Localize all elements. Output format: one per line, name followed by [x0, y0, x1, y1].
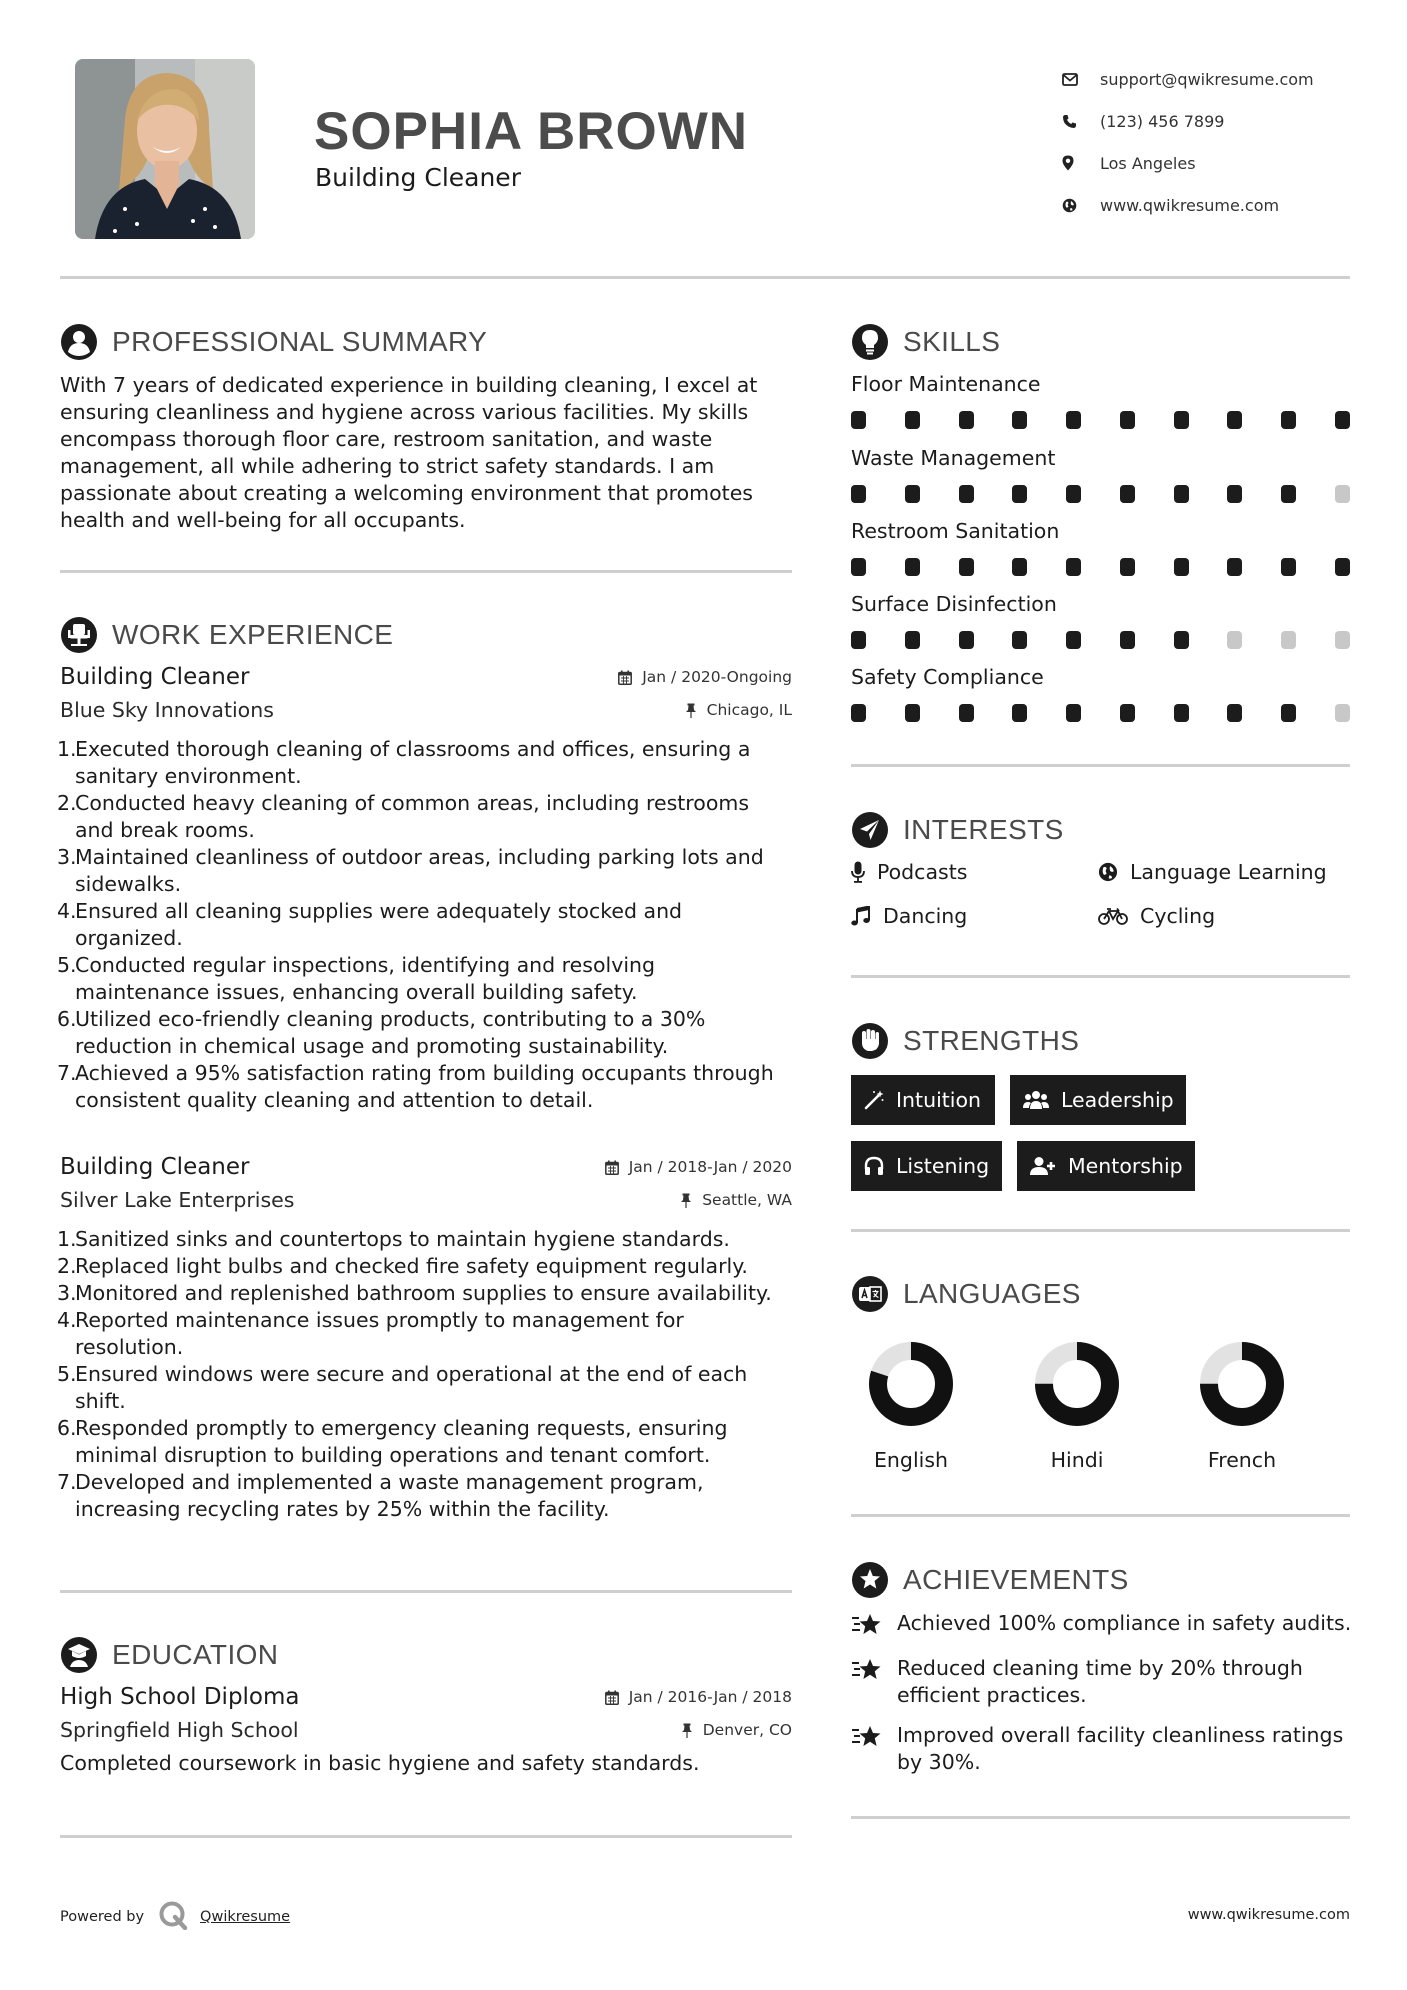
achievement-item — [851, 1722, 1361, 1776]
job-dates-text: Jan / 2018-Jan / 2020 — [628, 1158, 792, 1176]
skill-item — [851, 519, 1350, 576]
skill-rating-dot — [1174, 411, 1189, 429]
strength-label: Leadership — [1061, 1088, 1174, 1112]
translate-icon — [851, 1275, 889, 1313]
skill-rating-dot — [1281, 411, 1296, 429]
skill-rating-dot — [851, 485, 866, 503]
pushpin-icon — [685, 703, 697, 718]
calendar-icon — [618, 670, 632, 685]
footer-website-link[interactable]: www.qwikresume.com — [1187, 1907, 1350, 1923]
skill-rating-dot — [959, 704, 974, 722]
list-item: 7. Achieved a 95% satisfaction rating from building occupants through consistent quality cleaning and attention to detail. — [57, 1061, 774, 1112]
skill-rating — [851, 411, 1350, 429]
skill-name: Waste Management — [851, 446, 1056, 470]
skill-name: Surface Disinfection — [851, 592, 1057, 616]
interest-label: Cycling — [1140, 904, 1216, 928]
skills-heading — [851, 323, 1000, 361]
skill-rating — [851, 558, 1350, 576]
footer-branding — [60, 1900, 290, 1934]
strength-badge — [851, 1075, 995, 1125]
skill-rating-dot — [905, 485, 920, 503]
skill-rating-dot — [905, 631, 920, 649]
strengths-title: STRENGTHS — [903, 1025, 1080, 1056]
skill-rating-dot — [1066, 558, 1081, 576]
contact-email-text: support@qwikresume.com — [1100, 69, 1314, 89]
skill-rating-dot — [851, 558, 866, 576]
language-proficiency-ring — [867, 1340, 955, 1428]
interest-item — [851, 860, 967, 884]
language-proficiency-ring — [1198, 1340, 1286, 1428]
job-title: Building Cleaner — [60, 664, 250, 690]
education-entry — [60, 1684, 792, 1777]
experience-title: WORK EXPERIENCE — [112, 619, 394, 650]
contact-email[interactable] — [1062, 58, 1314, 100]
experience-divider — [60, 1590, 792, 1593]
skill-rating-dot — [905, 411, 920, 429]
contact-list — [1062, 58, 1314, 226]
interests-heading — [851, 811, 1064, 849]
globe-icon — [1062, 198, 1100, 213]
skill-rating-dot — [1066, 704, 1081, 722]
interest-label: Podcasts — [877, 860, 968, 884]
brand-link[interactable]: Qwikresume — [200, 1909, 291, 1925]
achievement-text: Improved overall facility cleanliness ratings by 30%. — [897, 1723, 1344, 1774]
candidate-title: Building Cleaner — [315, 163, 521, 192]
job-entry-2 — [57, 1154, 792, 1523]
skill-rating-dot — [851, 631, 866, 649]
skill-rating-dot — [1012, 411, 1027, 429]
skill-rating — [851, 704, 1350, 722]
list-item: 5. Conducted regular inspections, identifying and resolving maintenance issues, enhancing overall building safety. — [57, 953, 656, 1004]
skill-rating-dot — [1335, 411, 1350, 429]
map-pin-icon — [1062, 155, 1100, 171]
achievements-heading — [851, 1561, 1129, 1599]
pushpin-icon — [681, 1723, 693, 1738]
paper-plane-icon — [851, 811, 889, 849]
skill-rating-dot — [851, 704, 866, 722]
interest-item — [851, 904, 967, 928]
education-location-text: Denver, CO — [702, 1721, 792, 1739]
list-item: 4. Reported maintenance issues promptly to management for resolution. — [57, 1308, 684, 1359]
user-plus-icon — [1030, 1156, 1056, 1176]
skill-rating-dot — [1227, 485, 1242, 503]
skill-rating-dot — [959, 485, 974, 503]
languages-title: LANGUAGES — [903, 1278, 1081, 1309]
contact-website[interactable] — [1062, 184, 1314, 226]
languages-heading — [851, 1275, 1081, 1313]
language-name: French — [1207, 1448, 1277, 1472]
job-dates-text: Jan / 2020-Ongoing — [642, 668, 792, 686]
strength-badge — [1010, 1075, 1186, 1125]
job-location — [680, 1191, 792, 1209]
list-item: 7. Developed and implemented a waste management program, increasing recycling rates by 25% within the facility. — [57, 1470, 704, 1521]
skill-rating-dot — [1066, 631, 1081, 649]
achievement-text: Achieved 100% compliance in safety audits. — [897, 1611, 1352, 1635]
skill-rating-dot — [1227, 631, 1242, 649]
list-item: 1. Executed thorough cleaning of classrooms and offices, ensuring a sanitary environment. — [57, 737, 751, 788]
skill-rating-dot — [1174, 558, 1189, 576]
job-dates — [618, 668, 792, 686]
skill-name: Safety Compliance — [851, 665, 1044, 689]
contact-location-text: Los Angeles — [1100, 153, 1196, 173]
education-description: Completed coursework in basic hygiene and safety standards. — [60, 1751, 700, 1775]
skill-rating-dot — [1012, 558, 1027, 576]
job-company: Blue Sky Innovations — [60, 698, 274, 722]
contact-location — [1062, 142, 1314, 184]
education-heading — [60, 1636, 278, 1674]
skill-rating-dot — [959, 411, 974, 429]
contact-phone-text: (123) 456 7899 — [1100, 111, 1225, 131]
strength-label: Listening — [896, 1154, 990, 1178]
skill-item — [851, 665, 1350, 722]
skill-rating-dot — [1335, 704, 1350, 722]
skill-rating-dot — [905, 704, 920, 722]
list-item: 6. Responded promptly to emergency cleaning requests, ensuring minimal disruption to building operations and tenant comfort. — [57, 1416, 728, 1467]
interest-label: Language Learning — [1130, 860, 1327, 884]
skill-rating-dot — [1066, 485, 1081, 503]
skill-item — [851, 372, 1350, 429]
job-location — [685, 701, 792, 719]
skill-rating-dot — [1174, 704, 1189, 722]
experience-heading — [60, 616, 393, 654]
strength-badge — [851, 1141, 1002, 1191]
job-duties-list — [57, 1226, 792, 1523]
shooting-star-icon — [851, 1610, 897, 1642]
achievement-item — [851, 1655, 1361, 1709]
list-item: 1. Sanitized sinks and countertops to maintain hygiene standards. — [57, 1227, 730, 1251]
skill-rating — [851, 631, 1350, 649]
education-location — [681, 1721, 792, 1739]
skill-rating-dot — [1281, 631, 1296, 649]
languages-divider — [851, 1514, 1350, 1517]
skill-rating-dot — [1281, 485, 1296, 503]
job-company: Silver Lake Enterprises — [60, 1188, 295, 1212]
list-item: 4. Ensured all cleaning supplies were adequately stocked and organized. — [57, 899, 683, 950]
skill-rating-dot — [905, 558, 920, 576]
language-name: English — [873, 1448, 949, 1472]
achievements-title: ACHIEVEMENTS — [903, 1564, 1129, 1595]
strengths-divider — [851, 1229, 1350, 1232]
interests-title: INTERESTS — [903, 814, 1064, 845]
skill-rating-dot — [1012, 631, 1027, 649]
skill-rating-dot — [1281, 704, 1296, 722]
list-item: 5. Ensured windows were secure and operational at the end of each shift. — [57, 1362, 748, 1413]
candidate-name: SOPHIA BROWN — [314, 102, 749, 161]
skill-rating-dot — [1227, 558, 1242, 576]
skill-rating-dot — [1120, 558, 1135, 576]
summary-heading — [60, 323, 487, 361]
interests-divider — [851, 975, 1350, 978]
language-name: Hindi — [1050, 1448, 1104, 1472]
pushpin-icon — [680, 1193, 692, 1208]
skill-rating-dot — [1227, 704, 1242, 722]
globe-icon — [1098, 862, 1118, 882]
education-dates — [605, 1688, 792, 1706]
skill-rating-dot — [1174, 631, 1189, 649]
skill-rating-dot — [1335, 631, 1350, 649]
group-icon — [1023, 1090, 1049, 1110]
language-item — [1017, 1340, 1137, 1472]
job-entry-1 — [57, 664, 792, 1114]
skill-rating-dot — [1281, 558, 1296, 576]
summary-title: PROFESSIONAL SUMMARY — [112, 326, 488, 357]
skill-rating-dot — [1335, 558, 1350, 576]
raised-fist-icon — [851, 1022, 889, 1060]
shooting-star-icon — [851, 1722, 897, 1776]
job-location-text: Seattle, WA — [702, 1191, 792, 1209]
achievement-item — [851, 1610, 1361, 1642]
job-duties-list — [57, 736, 792, 1114]
contact-website-text: www.qwikresume.com — [1100, 195, 1280, 215]
skill-rating-dot — [1012, 704, 1027, 722]
list-item: 2. Conducted heavy cleaning of common areas, including restrooms and break rooms. — [57, 791, 750, 842]
degree-title: High School Diploma — [60, 1684, 300, 1710]
skill-name: Restroom Sanitation — [851, 519, 1060, 543]
education-divider — [60, 1835, 792, 1838]
education-title: EDUCATION — [112, 1639, 279, 1670]
headphones-icon — [864, 1156, 884, 1176]
contact-phone[interactable] — [1062, 100, 1314, 142]
summary-divider — [60, 570, 792, 573]
list-item: 2. Replaced light bulbs and checked fire safety equipment regularly. — [57, 1254, 748, 1278]
list-item: 3. Monitored and replenished bathroom supplies to ensure availability. — [57, 1281, 772, 1305]
interest-label: Dancing — [883, 904, 968, 928]
strength-label: Mentorship — [1068, 1154, 1183, 1178]
skill-rating-dot — [1335, 485, 1350, 503]
shooting-star-icon — [851, 1655, 897, 1709]
skill-item — [851, 446, 1350, 503]
job-location-text: Chicago, IL — [706, 701, 792, 719]
education-dates-text: Jan / 2016-Jan / 2018 — [628, 1688, 792, 1706]
envelope-icon — [1062, 73, 1100, 86]
qwikresume-logo-icon — [158, 1900, 188, 1934]
lightbulb-icon — [851, 323, 889, 361]
skills-title: SKILLS — [903, 326, 1001, 357]
strength-label: Intuition — [896, 1088, 982, 1112]
school-name: Springfield High School — [60, 1718, 299, 1742]
interest-item — [1098, 860, 1327, 884]
user-circle-icon — [60, 323, 98, 361]
graduate-icon — [60, 1636, 98, 1674]
skill-name: Floor Maintenance — [851, 372, 1041, 396]
skill-rating-dot — [1066, 411, 1081, 429]
list-item: 6. Utilized eco-friendly cleaning products, contributing to a 30% reduction in chemical usage and promoting sustainability. — [57, 1007, 706, 1058]
summary-text: With 7 years of dedicated experience in building cleaning, I excel at ensuring cleanliness and hygiene across various facilities. My skills encompass thorough floor care, restroom sanitation, and waste management, all while adhering to strict safety standards. I am passionate about creating a welcoming environment that promotes health and well-being for all occupants. — [60, 373, 758, 532]
skill-item — [851, 592, 1350, 649]
language-item — [851, 1340, 971, 1472]
interest-item — [1098, 904, 1215, 928]
calendar-icon — [605, 1690, 619, 1705]
strengths-heading — [851, 1022, 1079, 1060]
achievements-divider — [851, 1816, 1350, 1819]
skill-rating-dot — [1174, 485, 1189, 503]
skill-rating-dot — [1120, 485, 1135, 503]
star-badge-icon — [851, 1561, 889, 1599]
skill-rating-dot — [959, 631, 974, 649]
job-title: Building Cleaner — [60, 1154, 250, 1180]
office-chair-icon — [60, 616, 98, 654]
list-item: 3. Maintained cleanliness of outdoor areas, including parking lots and sidewalks. — [57, 845, 764, 896]
achievement-text: Reduced cleaning time by 20% through efficient practices. — [897, 1656, 1303, 1707]
phone-icon — [1062, 114, 1100, 129]
powered-by-text: Powered by — [60, 1909, 145, 1925]
strength-badge — [1017, 1141, 1195, 1191]
language-proficiency-ring — [1033, 1340, 1121, 1428]
music-note-icon — [851, 906, 871, 926]
skill-rating-dot — [1227, 411, 1242, 429]
skill-rating-dot — [851, 411, 866, 429]
header-divider — [60, 276, 1350, 279]
skill-rating-dot — [1120, 411, 1135, 429]
calendar-icon — [605, 1160, 619, 1175]
skill-rating-dot — [1120, 631, 1135, 649]
bicycle-icon — [1098, 907, 1128, 925]
skill-rating-dot — [1120, 704, 1135, 722]
skills-divider — [851, 764, 1350, 767]
skill-rating-dot — [959, 558, 974, 576]
skill-rating-dot — [1012, 485, 1027, 503]
profile-photo — [75, 59, 255, 239]
microphone-icon — [851, 861, 865, 883]
language-item — [1182, 1340, 1302, 1472]
job-dates — [605, 1158, 792, 1176]
skill-rating — [851, 485, 1350, 503]
magic-wand-icon — [864, 1090, 884, 1110]
